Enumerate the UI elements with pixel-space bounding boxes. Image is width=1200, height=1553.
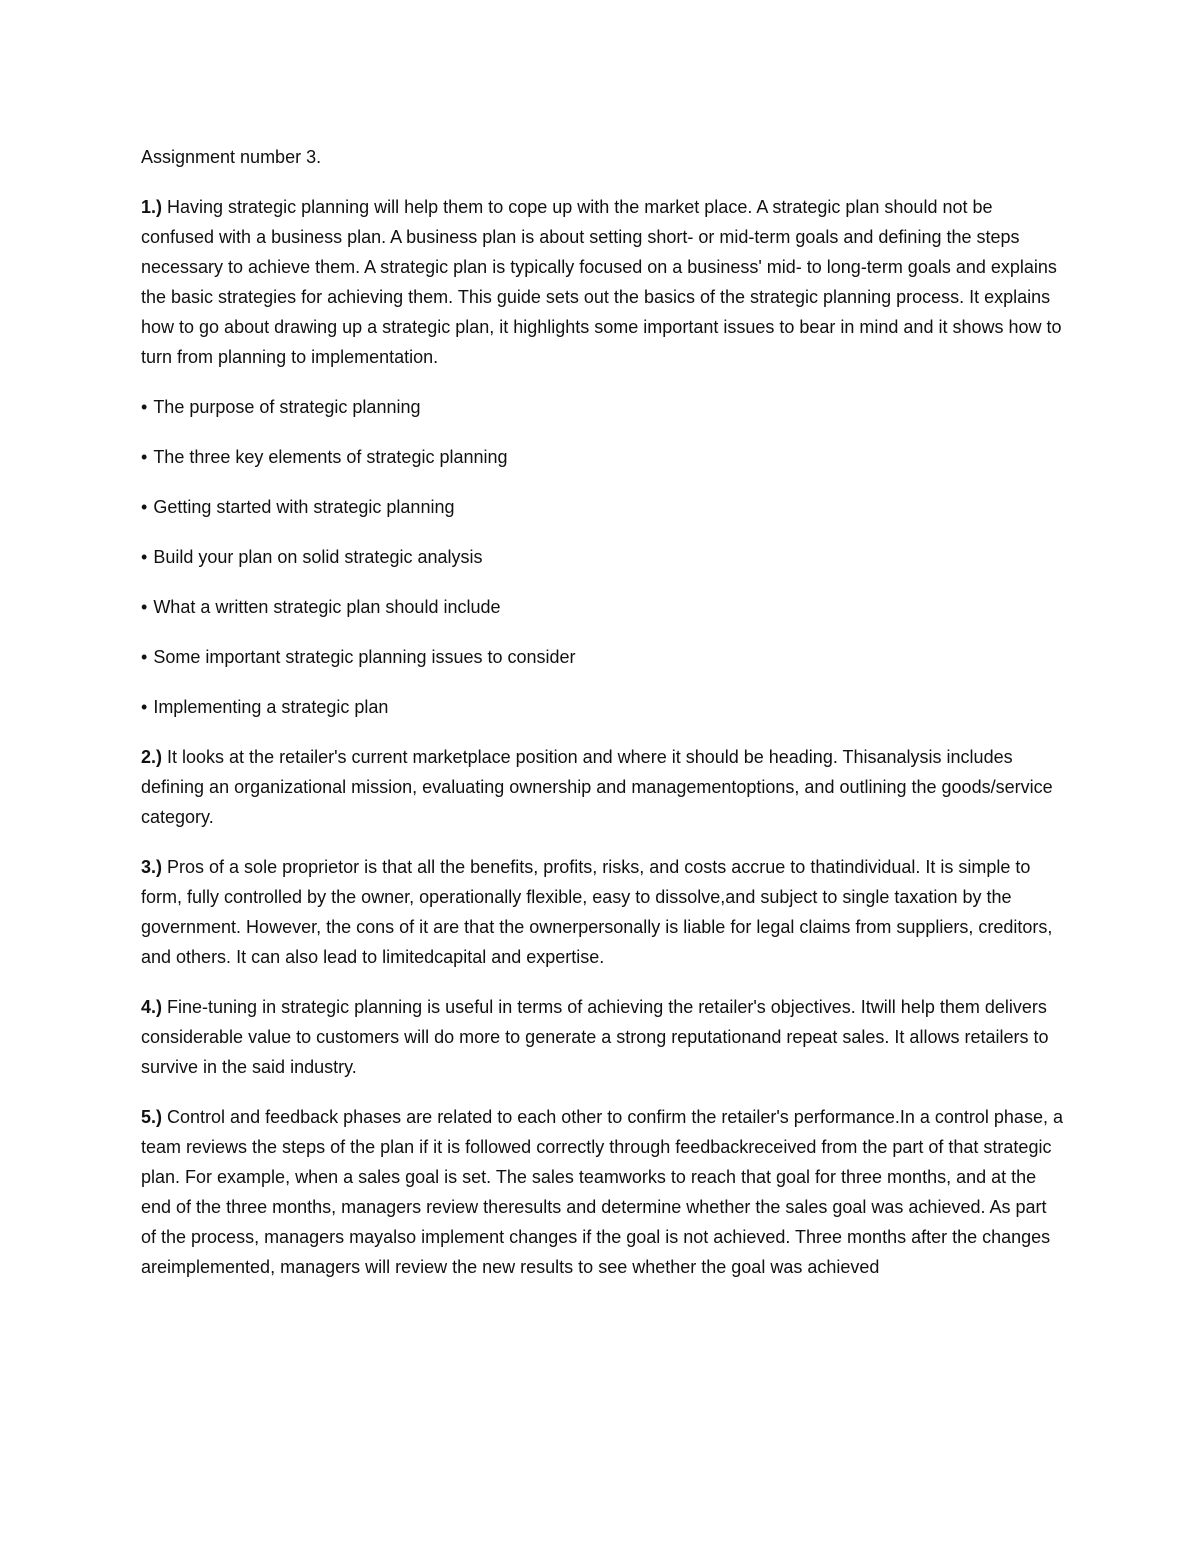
- bullet-text-2: The three key elements of strategic planning: [153, 447, 508, 467]
- answer-3-number: 3.): [141, 857, 163, 877]
- answer-5-text: Control and feedback phases are related to each other to confirm the retailer's performance.In a control phase, a team reviews the steps of the plan if it is followed correctly through feedbackreceived from the part of that strategic plan. For example, when a sales goal is set. The sales teamworks to reach that goal for three months, and at the end of the three months, managers review theresults and determine whether the sales goal was achieved. As part of the process, managers mayalso implement changes if the goal is not achieved. Three months after the changes areimplemented, managers will review the new results to see whether the goal was achieved: [141, 1107, 1063, 1277]
- answer-1: [141, 192, 1066, 372]
- answer-2: [141, 742, 1066, 832]
- answer-4: [141, 992, 1066, 1082]
- answer-5: [141, 1102, 1066, 1282]
- bullet-item-2: [141, 442, 1066, 472]
- bullet-icon: •: [141, 647, 148, 667]
- bullet-icon: •: [141, 547, 148, 567]
- bullet-icon: •: [141, 597, 148, 617]
- bullet-text-6: Some important strategic planning issues to consider: [153, 647, 576, 667]
- bullet-item-7: [141, 692, 1066, 722]
- answer-5-number: 5.): [141, 1107, 163, 1127]
- answer-2-number: 2.): [141, 747, 163, 767]
- bullet-text-7: Implementing a strategic plan: [153, 697, 389, 717]
- answer-4-text: Fine-tuning in strategic planning is useful in terms of achieving the retailer's objectives. Itwill help them delivers considerable value to customers will do more to generate a strong reputationand repeat sales. It allows retailers to survive in the said industry.: [141, 997, 1049, 1077]
- answer-2-text: It looks at the retailer's current marketplace position and where it should be heading. Thisanalysis includes defining an organizational mission, evaluating ownership and managementoptions, and outlining the goods/service category.: [141, 747, 1053, 827]
- bullet-item-1: [141, 392, 1066, 422]
- bullet-item-3: [141, 492, 1066, 522]
- document-body: [141, 142, 1066, 1302]
- bullet-item-4: [141, 542, 1066, 572]
- bullet-text-5: What a written strategic plan should include: [153, 597, 501, 617]
- document-title: Assignment number 3.: [141, 147, 322, 167]
- answer-3-text: Pros of a sole proprietor is that all the benefits, profits, risks, and costs accrue to thatindividual. It is simple to form, fully controlled by the owner, operationally flexible, easy to dissolve,and subject to single taxation by the government. However, the cons of it are that the ownerpersonally is liable for legal claims from suppliers, creditors, and others. It can also lead to limitedcapital and expertise.: [141, 857, 1053, 967]
- bullet-item-5: [141, 592, 1066, 622]
- answer-1-text: Having strategic planning will help them to cope up with the market place. A strategic plan should not be confused with a business plan. A business plan is about setting short- or mid-term goals and defining the steps necessary to achieve them. A strategic plan is typically focused on a business' mid- to long-term goals and explains the basic strategies for achieving them. This guide sets out the basics of the strategic planning process. It explains how to go about drawing up a strategic plan, it highlights some important issues to bear in mind and it shows how to turn from planning to implementation.: [141, 197, 1062, 367]
- bullet-text-4: Build your plan on solid strategic analysis: [153, 547, 483, 567]
- bullet-icon: •: [141, 447, 148, 467]
- bullet-icon: •: [141, 397, 148, 417]
- bullet-text-3: Getting started with strategic planning: [153, 497, 455, 517]
- answer-1-number: 1.): [141, 197, 163, 217]
- bullet-icon: •: [141, 497, 148, 517]
- answer-4-number: 4.): [141, 997, 163, 1017]
- bullet-item-6: [141, 642, 1066, 672]
- bullet-icon: •: [141, 697, 148, 717]
- bullet-text-1: The purpose of strategic planning: [153, 397, 421, 417]
- answer-3: [141, 852, 1066, 972]
